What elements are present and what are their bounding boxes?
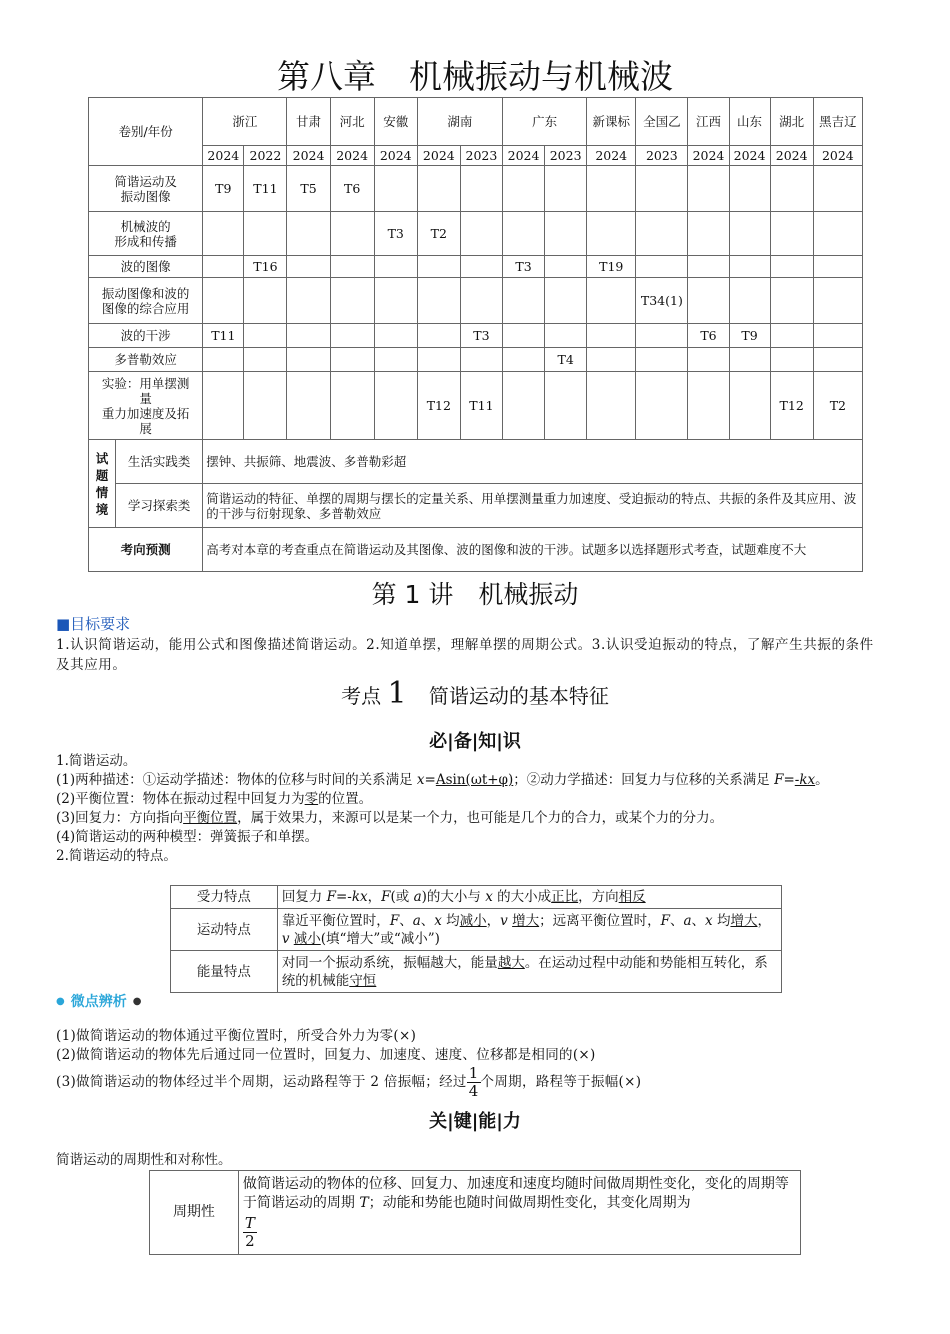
question-cell: T3 bbox=[502, 256, 544, 278]
question-cell bbox=[374, 166, 417, 212]
fill-blank: 增大 bbox=[730, 912, 758, 929]
section-heading-ability: 关|键|能|力 bbox=[429, 1111, 521, 1132]
question-cell: T9 bbox=[729, 324, 770, 348]
question-cell bbox=[636, 256, 688, 278]
year-cell: 2022 bbox=[244, 146, 287, 166]
question-cell bbox=[244, 278, 287, 324]
question-cell bbox=[587, 348, 636, 372]
question-cell bbox=[287, 256, 330, 278]
question-cell: T5 bbox=[287, 166, 330, 212]
question-cell bbox=[770, 324, 813, 348]
situation-type: 学习探索类 bbox=[116, 484, 203, 528]
year-cell: 2024 bbox=[374, 146, 417, 166]
section-heading-knowledge: 必|备|知|识 bbox=[429, 731, 521, 752]
knowledge-block bbox=[56, 752, 886, 866]
question-cell bbox=[688, 348, 729, 372]
header-label: 卷别/年份 bbox=[89, 98, 203, 166]
province-header: 黑吉辽 bbox=[813, 98, 862, 146]
periodicity-content bbox=[238, 1171, 800, 1255]
question-cell: T11 bbox=[460, 372, 502, 440]
question-cell bbox=[688, 256, 729, 278]
topic-label: 波的干涉 bbox=[89, 324, 203, 348]
question-cell: T6 bbox=[330, 166, 374, 212]
question-cell bbox=[330, 278, 374, 324]
question-cell bbox=[729, 166, 770, 212]
question-cell bbox=[330, 324, 374, 348]
question-cell bbox=[460, 256, 502, 278]
question-cell bbox=[636, 324, 688, 348]
weidian-text: 个周期，路程等于振幅(×) bbox=[480, 1074, 642, 1090]
year-cell: 2024 bbox=[203, 146, 244, 166]
question-cell: T34(1) bbox=[636, 278, 688, 324]
question-cell bbox=[729, 256, 770, 278]
periodicity-text: ；动能和势能也随时间做周期性变化，其变化周期为 bbox=[368, 1195, 691, 1211]
question-cell bbox=[417, 348, 460, 372]
objectives-text: 1.认识简谐运动，能用公式和图像描述简谐运动。2.知道单摆，理解单摆的周期公式。3.认识受迫振动的特点，了解产生共振的条件及其应用。 bbox=[56, 637, 874, 673]
question-cell bbox=[417, 256, 460, 278]
question-cell bbox=[244, 212, 287, 256]
knowledge-text: (1)两种描述：①运动学描述：物体的位移与时间的关系满足 bbox=[56, 772, 417, 788]
question-cell bbox=[460, 348, 502, 372]
year-cell: 2024 bbox=[729, 146, 770, 166]
fraction-denominator: 4 bbox=[468, 1082, 479, 1100]
year-cell: 2024 bbox=[287, 146, 330, 166]
situation-content: 摆钟、共振筛、地震波、多普勒彩超 bbox=[203, 440, 863, 484]
question-cell bbox=[545, 324, 587, 348]
question-cell bbox=[374, 324, 417, 348]
question-cell bbox=[244, 324, 287, 348]
question-cell bbox=[502, 278, 544, 324]
knowledge-line bbox=[56, 771, 886, 790]
situation-label bbox=[89, 440, 116, 528]
question-cell: T19 bbox=[587, 256, 636, 278]
question-cell bbox=[636, 166, 688, 212]
province-header: 湖南 bbox=[417, 98, 502, 146]
question-cell bbox=[729, 348, 770, 372]
weidian-statement: (2)做简谐运动的物体先后通过同一位置时，回复力、加速度、速度、位移都是相同的(×) bbox=[56, 1047, 596, 1063]
question-cell bbox=[502, 166, 544, 212]
question-cell bbox=[729, 212, 770, 256]
question-cell bbox=[502, 348, 544, 372]
question-cell bbox=[287, 212, 330, 256]
year-cell: 2024 bbox=[587, 146, 636, 166]
province-header: 全国乙 bbox=[636, 98, 688, 146]
question-cell bbox=[417, 278, 460, 324]
var-T: T bbox=[359, 1195, 369, 1211]
feature-label: 运动特点 bbox=[171, 909, 278, 951]
question-cell: T2 bbox=[417, 212, 460, 256]
feature-content: 回复力 F=-kx，F(或 a)的大小与 x 的大小成正比，方向相反 bbox=[277, 886, 781, 909]
question-cell bbox=[545, 212, 587, 256]
topic-label: 振动图像和波的 图像的综合应用 bbox=[89, 278, 203, 324]
year-cell: 2024 bbox=[770, 146, 813, 166]
fill-blank: 越大 bbox=[497, 954, 525, 971]
kaodian-heading bbox=[0, 676, 950, 714]
fill-blank: 增大 bbox=[512, 912, 540, 929]
question-cell bbox=[813, 324, 862, 348]
question-cell bbox=[203, 256, 244, 278]
question-cell bbox=[330, 348, 374, 372]
province-header: 湖北 bbox=[770, 98, 813, 146]
question-cell bbox=[545, 278, 587, 324]
forecast-label: 考向预测 bbox=[89, 528, 203, 572]
objectives-heading: ■目标要求 bbox=[56, 615, 131, 633]
question-cell bbox=[813, 166, 862, 212]
knowledge-text: ，属于效果力，来源可以是某一个力，也可能是几个力的合力，或某个力的分力。 bbox=[237, 810, 724, 826]
fill-blank: Asin(ωt+φ) bbox=[435, 772, 514, 788]
kaodian-prefix: 考点 bbox=[341, 684, 382, 708]
question-cell bbox=[287, 278, 330, 324]
question-cell bbox=[545, 372, 587, 440]
question-cell bbox=[287, 324, 330, 348]
features-table bbox=[170, 885, 782, 993]
periodicity-label: 周期性 bbox=[150, 1171, 239, 1255]
knowledge-text: = bbox=[424, 772, 436, 788]
topic-label: 实验：用单摆测 量 重力加速度及拓 展 bbox=[89, 372, 203, 440]
question-cell bbox=[287, 348, 330, 372]
knowledge-line: 1.简谐运动。 bbox=[56, 753, 137, 769]
knowledge-text: = bbox=[783, 772, 795, 788]
year-cell: 2024 bbox=[813, 146, 862, 166]
question-cell bbox=[813, 278, 862, 324]
knowledge-line: 2.简谐运动的特点。 bbox=[56, 848, 177, 864]
weidian-heading-text: 微点辨析 bbox=[70, 994, 127, 1010]
year-cell: 2023 bbox=[545, 146, 587, 166]
question-cell bbox=[460, 166, 502, 212]
topic-label: 波的图像 bbox=[89, 256, 203, 278]
province-header: 新课标 bbox=[587, 98, 636, 146]
question-cell bbox=[636, 348, 688, 372]
fraction-quarter bbox=[467, 1065, 481, 1100]
question-cell bbox=[417, 166, 460, 212]
topic-label: 机械波的 形成和传播 bbox=[89, 212, 203, 256]
question-cell bbox=[729, 372, 770, 440]
feature-content: 对同一个振动系统，振幅越大，能量越大。在运动过程中动能和势能相互转化，系统的机械能守恒 bbox=[277, 951, 781, 993]
fraction-denominator: 2 bbox=[245, 1232, 255, 1250]
fill-blank: 相反 bbox=[618, 889, 646, 905]
fill-blank: 减小 bbox=[293, 930, 321, 947]
fill-blank: 正比 bbox=[551, 889, 579, 905]
question-cell bbox=[688, 278, 729, 324]
question-cell: T16 bbox=[244, 256, 287, 278]
chapter-title: 第八章 机械振动与机械波 bbox=[277, 57, 673, 96]
question-cell: T6 bbox=[688, 324, 729, 348]
kaodian-number: 1 bbox=[387, 676, 407, 711]
province-header: 广东 bbox=[502, 98, 586, 146]
question-cell: T12 bbox=[770, 372, 813, 440]
fraction-half-period bbox=[243, 1215, 257, 1250]
weidian-heading bbox=[56, 992, 141, 1012]
question-cell bbox=[203, 278, 244, 324]
question-cell bbox=[587, 166, 636, 212]
question-cell: T4 bbox=[545, 348, 587, 372]
question-cell bbox=[813, 348, 862, 372]
periodicity-intro: 简谐运动的周期性和对称性。 bbox=[56, 1152, 232, 1168]
province-header: 浙江 bbox=[203, 98, 287, 146]
question-cell bbox=[417, 324, 460, 348]
weidian-statement: (1)做简谐运动的物体通过平衡位置时，所受合外力为零(×) bbox=[56, 1028, 417, 1044]
province-header: 河北 bbox=[330, 98, 374, 146]
knowledge-line bbox=[56, 790, 886, 809]
question-cell: T12 bbox=[417, 372, 460, 440]
periodicity-table bbox=[149, 1170, 801, 1255]
question-cell bbox=[460, 212, 502, 256]
knowledge-text: 的位置。 bbox=[318, 791, 373, 807]
knowledge-line: (4)简谐运动的两种模型：弹簧振子和单摆。 bbox=[56, 829, 319, 845]
lecture-title: 第 1 讲 机械振动 bbox=[371, 580, 579, 609]
year-cell: 2023 bbox=[460, 146, 502, 166]
question-cell: T9 bbox=[203, 166, 244, 212]
bullet-dot-icon: ● bbox=[132, 996, 142, 1007]
fill-blank: 减小 bbox=[459, 912, 487, 929]
question-cell bbox=[244, 348, 287, 372]
fraction-numerator: T bbox=[244, 1214, 255, 1232]
question-cell bbox=[587, 372, 636, 440]
feature-label: 能量特点 bbox=[171, 951, 278, 993]
fill-blank: 零 bbox=[304, 791, 319, 807]
topic-label: 多普勒效应 bbox=[89, 348, 203, 372]
question-cell bbox=[502, 372, 544, 440]
fill-blank: 平衡位置 bbox=[183, 810, 238, 826]
question-cell bbox=[374, 278, 417, 324]
knowledge-text: (2)平衡位置：物体在振动过程中回复力为 bbox=[56, 791, 305, 807]
question-cell bbox=[374, 348, 417, 372]
question-cell bbox=[688, 166, 729, 212]
question-cell bbox=[770, 256, 813, 278]
year-cell: 2023 bbox=[636, 146, 688, 166]
province-header: 甘肃 bbox=[287, 98, 330, 146]
var-F: F bbox=[774, 772, 784, 788]
feature-content: 靠近平衡位置时，F、a、x 均减小，v 增大；远离平衡位置时，F、a、x 均增大，v 减小(填“增大”或“减小”) bbox=[277, 909, 781, 951]
topic-label: 简谐运动及 振动图像 bbox=[89, 166, 203, 212]
question-cell bbox=[636, 372, 688, 440]
question-cell bbox=[813, 212, 862, 256]
bullet-dot-icon: ● bbox=[56, 996, 65, 1007]
question-cell bbox=[545, 166, 587, 212]
question-cell bbox=[460, 278, 502, 324]
question-cell bbox=[770, 278, 813, 324]
question-cell: T11 bbox=[244, 166, 287, 212]
question-cell bbox=[203, 348, 244, 372]
question-cell bbox=[587, 212, 636, 256]
question-cell: T11 bbox=[203, 324, 244, 348]
situation-label-text: 试题情境 bbox=[95, 450, 109, 517]
feature-label: 受力特点 bbox=[171, 886, 278, 909]
knowledge-line bbox=[56, 809, 886, 828]
year-cell: 2024 bbox=[688, 146, 729, 166]
question-cell bbox=[330, 256, 374, 278]
knowledge-text: ；②动力学描述：回复力与位移的关系满足 bbox=[513, 772, 775, 788]
question-cell bbox=[729, 278, 770, 324]
question-cell: T2 bbox=[813, 372, 862, 440]
situation-content: 简谐运动的特征、单摆的周期与摆长的定量关系、用单摆测量重力加速度、受迫振动的特点、共振的条件及其应用、波的干涉与衍射现象、多普勒效应 bbox=[203, 484, 863, 528]
forecast-content: 高考对本章的考查重点在简谐运动及其图像、波的图像和波的干涉。试题多以选择题形式考查，试题难度不大 bbox=[203, 528, 863, 572]
province-header: 山东 bbox=[729, 98, 770, 146]
weidian-text: (3)做简谐运动的物体经过半个周期，运动路程等于 2 倍振幅；经过 bbox=[56, 1074, 467, 1090]
question-cell bbox=[688, 212, 729, 256]
question-cell: T3 bbox=[374, 212, 417, 256]
question-cell bbox=[287, 372, 330, 440]
province-header: 安徽 bbox=[374, 98, 417, 146]
question-cell bbox=[636, 212, 688, 256]
question-cell bbox=[374, 256, 417, 278]
question-cell bbox=[587, 278, 636, 324]
year-cell: 2024 bbox=[502, 146, 544, 166]
fill-blank: 守恒 bbox=[349, 972, 377, 989]
question-cell bbox=[813, 256, 862, 278]
fraction-numerator: 1 bbox=[468, 1064, 479, 1082]
question-cell bbox=[545, 256, 587, 278]
question-cell bbox=[374, 372, 417, 440]
weidian-statement bbox=[56, 1065, 641, 1100]
year-cell: 2024 bbox=[330, 146, 374, 166]
question-cell bbox=[770, 166, 813, 212]
knowledge-text: (3)回复力：方向指向 bbox=[56, 810, 184, 826]
question-cell bbox=[587, 324, 636, 348]
question-cell bbox=[244, 372, 287, 440]
question-cell bbox=[203, 372, 244, 440]
periodicity-text: 做简谐运动的物体的位移、回复力、加速度和速度均随时间做周期性变化，变化的周期等于简谐运动的周期 bbox=[242, 1176, 789, 1211]
province-header: 江西 bbox=[688, 98, 729, 146]
knowledge-text: 。 bbox=[815, 772, 829, 788]
question-cell bbox=[770, 212, 813, 256]
question-cell: T3 bbox=[460, 324, 502, 348]
kaodian-title: 简谐运动的基本特征 bbox=[428, 684, 609, 708]
year-cell: 2024 bbox=[417, 146, 460, 166]
question-cell bbox=[330, 372, 374, 440]
situation-type: 生活实践类 bbox=[116, 440, 203, 484]
question-cell bbox=[203, 212, 244, 256]
question-cell bbox=[688, 372, 729, 440]
exam-overview-table bbox=[88, 97, 863, 572]
question-cell bbox=[502, 324, 544, 348]
fill-blank: -kx bbox=[794, 772, 816, 788]
question-cell bbox=[770, 348, 813, 372]
question-cell bbox=[502, 212, 544, 256]
question-cell bbox=[330, 212, 374, 256]
var-x: x bbox=[416, 772, 425, 788]
